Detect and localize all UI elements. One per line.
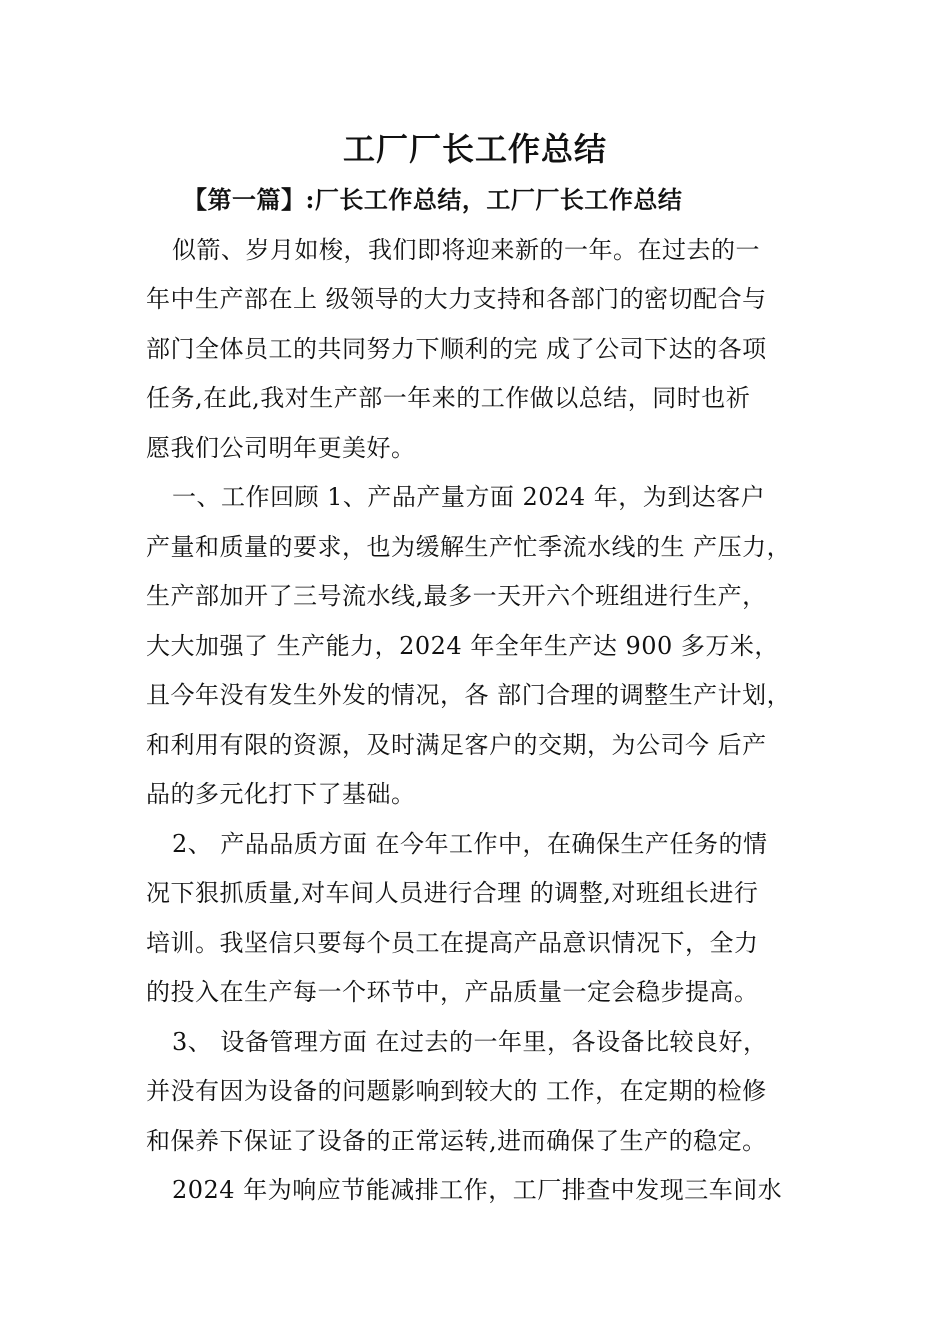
text-line: 和保养下保证了设备的正常运转,进而确保了生产的稳定。	[146, 1127, 767, 1155]
text-line: 的投入在生产每一个环节中，产品质量一定会稳步提高。	[146, 978, 759, 1006]
section-heading: 【第一篇】:厂长工作总结，工厂厂长工作总结	[183, 185, 683, 214]
text-line: 培训。我坚信只要每个员工在提高产品意识情况下，全力	[146, 929, 759, 957]
text-line: 3、 设备管理方面 在过去的一年里，各设备比较良好，	[172, 1028, 768, 1056]
text-line: 部门全体员工的共同努力下顺利的完 成了公司下达的各项	[146, 335, 767, 363]
text-line: 似箭、岁月如梭，我们即将迎来新的一年。在过去的一	[172, 236, 760, 264]
text-line: 大大加强了 生产能力，2024 年全年生产达 900 多万米，	[146, 632, 779, 660]
text-line: 且今年没有发生外发的情况，各 部门合理的调整生产计划，	[146, 681, 792, 709]
text-line: 品的多元化打下了基础。	[146, 780, 416, 808]
text-line: 愿我们公司明年更美好。	[146, 434, 416, 462]
text-line: 一、工作回顾 1、产品产量方面 2024 年，为到达客户	[172, 483, 766, 511]
document-title: 工厂厂长工作总结	[342, 130, 607, 168]
text-line: 和利用有限的资源，及时满足客户的交期，为公司今 后产	[146, 731, 767, 759]
text-line: 2024 年为响应节能减排工作，工厂排查中发现三车间水	[172, 1176, 783, 1204]
text-line: 况下狠抓质量,对车间人员进行合理 的调整,对班组长进行	[146, 879, 759, 907]
text-line: 任务,在此,我对生产部一年来的工作做以总结，同时也祈	[146, 384, 751, 412]
text-line: 并没有因为设备的问题影响到较大的 工作，在定期的检修	[146, 1077, 767, 1105]
text-line: 2、 产品品质方面 在今年工作中，在确保生产任务的情	[172, 830, 768, 858]
text-line: 产量和质量的要求，也为缓解生产忙季流水线的生 产压力，	[146, 533, 792, 561]
text-line: 生产部加开了三号流水线,最多一天开六个班组进行生产，	[146, 582, 767, 610]
text-line: 年中生产部在上 级领导的大力支持和各部门的密切配合与	[146, 285, 767, 313]
